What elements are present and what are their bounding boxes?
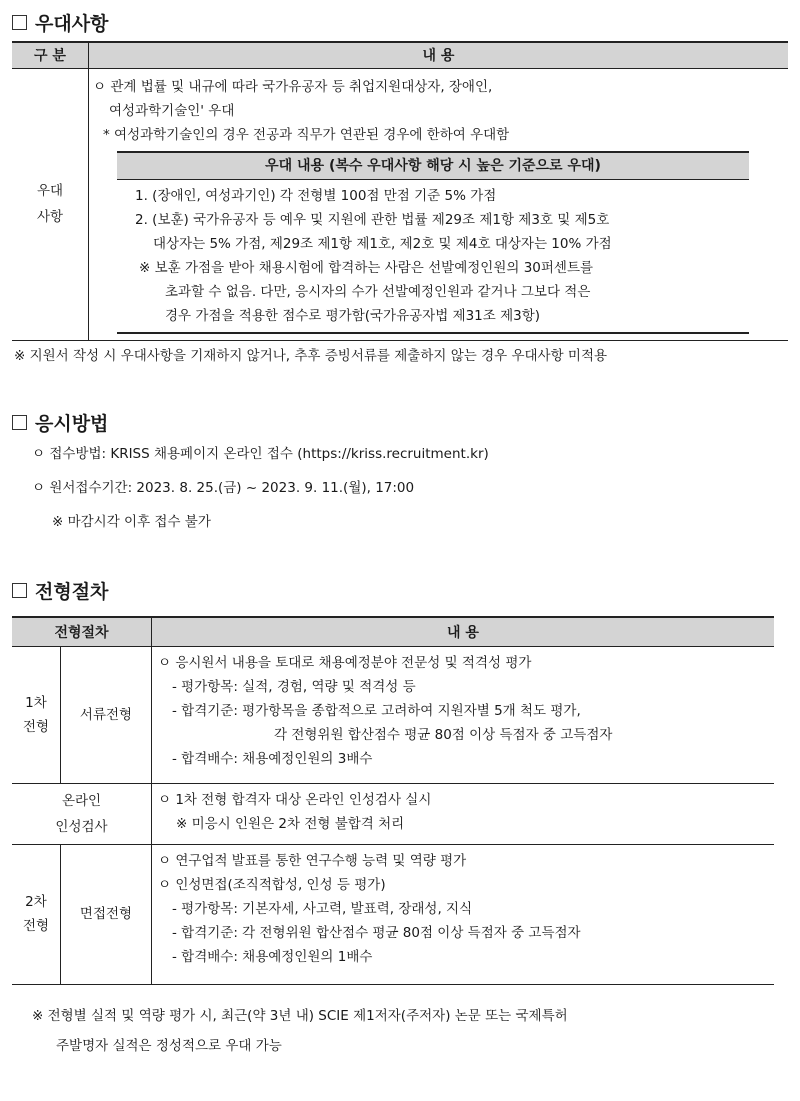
preference-footnote: ※ 지원서 작성 시 우대사항을 기재하지 않거나, 추후 증빙서류를 제출하지 않는 경우 우대사항 미적용 [14,348,608,364]
interview-line: ㅇ 인성면접(조직적합성, 인성 등 평가) [158,876,386,893]
inner-line: 초과할 수 없음. 다만, 응시자의 수가 선발예정인원과 같거나 그보다 적은 [165,283,591,300]
preference-line: 여성과학기술인' 우대 [109,102,235,119]
online-label: 온라인 인성검사 [12,783,152,844]
section-title-preference: 우대사항 [12,9,108,36]
interview-line: - 합격기준: 각 전형위원 합산점수 평균 80점 이상 득점자 중 고득점자 [172,924,581,941]
method-note: ※ 마감시각 이후 접수 불가 [52,514,211,530]
col-header-step: 전형절차 [12,617,152,646]
stage1-label: 1차 전형 [12,646,61,783]
section-title-method: 응시방법 [12,409,108,436]
inner-line: 경우 가점을 적용한 점수로 평가함(국가유공자법 제31조 제3항) [165,307,541,324]
preference-inner-table [117,151,749,334]
doc-line: - 합격기준: 평가항목을 종합적으로 고려하여 지원자별 5개 척도 평가, [172,702,581,719]
checkbox-square-icon [12,15,27,30]
col-header-content: 내 용 [152,617,775,646]
col-header-content: 내 용 [89,42,789,68]
section-title-procedure: 전형절차 [12,577,108,604]
doc-line: ㅇ 응시원서 내용을 토대로 채용예정분야 전문성 및 적격성 평가 [158,654,532,671]
interview-label: 면접전형 [61,844,152,984]
inner-line: 1. (장애인, 여성과기인) 각 전형별 100점 만점 기준 5% 가점 [135,187,497,204]
method-line: ㅇ 접수방법: KRISS 채용페이지 온라인 접수 (https://kriss.recruitment.kr) [32,446,489,462]
doc-line: - 합격배수: 채용예정인원의 3배수 [172,750,373,767]
interview-line: ㅇ 연구업적 발표를 통한 연구수행 능력 및 역량 평가 [158,852,467,869]
doc-line: 각 전형위원 합산점수 평균 80점 이상 득점자 중 고득점자 [274,726,613,743]
inner-line: ※ 보훈 가점을 받아 채용시험에 합격하는 사람은 선발예정인원의 30퍼센트를 [139,259,594,276]
procedure-footnote-line1: ※ 전형별 실적 및 역량 평가 시, 최근(약 3년 내) SCIE 제1저자(주저자) 논문 또는 국제특허 [32,1008,568,1024]
doc-line: - 평가항목: 실적, 경험, 역량 및 적격성 등 [172,678,416,695]
col-header-category: 구 분 [12,42,89,68]
inner-line: 대상자는 5% 가점, 제29조 제1항 제1호, 제2호 및 제4호 대상자는 10% 가점 [153,235,612,252]
online-line: ※ 미응시 인원은 2차 전형 불합격 처리 [176,815,405,832]
procedure-table [12,616,774,985]
preference-line: * 여성과학기술인의 경우 전공과 직무가 연관된 경우에 한하여 우대함 [103,126,510,143]
inner-header: 우대 내용 (복수 우대사항 해당 시 높은 기준으로 우대) [117,152,749,180]
doc-content [152,646,775,783]
checkbox-square-icon [12,415,27,430]
preference-line: ㅇ 관계 법률 및 내규에 따라 국가유공자 등 취업지원대상자, 장애인, [93,78,493,95]
preference-table [12,41,788,341]
content-cell [89,68,789,340]
method-line: ㅇ 원서접수기간: 2023. 8. 25.(금) ~ 2023. 9. 11.(월), 17:00 [32,480,415,496]
checkbox-square-icon [12,583,27,598]
online-content [152,783,775,844]
procedure-footnote-line2: 주발명자 실적은 정성적으로 우대 가능 [56,1038,282,1054]
stage2-label: 2차 전형 [12,844,61,984]
interview-line: - 평가항목: 기본자세, 사고력, 발표력, 장래성, 지식 [172,900,473,917]
interview-line: - 합격배수: 채용예정인원의 1배수 [172,948,373,965]
interview-content [152,844,775,984]
inner-line: 2. (보훈) 국가유공자 등 예우 및 지원에 관한 법률 제29조 제1항 제3호 및 제5호 [135,211,610,228]
inner-content-cell [117,179,749,333]
doc-label: 서류전형 [61,646,152,783]
online-line: ㅇ 1차 전형 합격자 대상 온라인 인성검사 실시 [158,791,432,808]
category-cell: 우대 사항 [12,68,89,340]
